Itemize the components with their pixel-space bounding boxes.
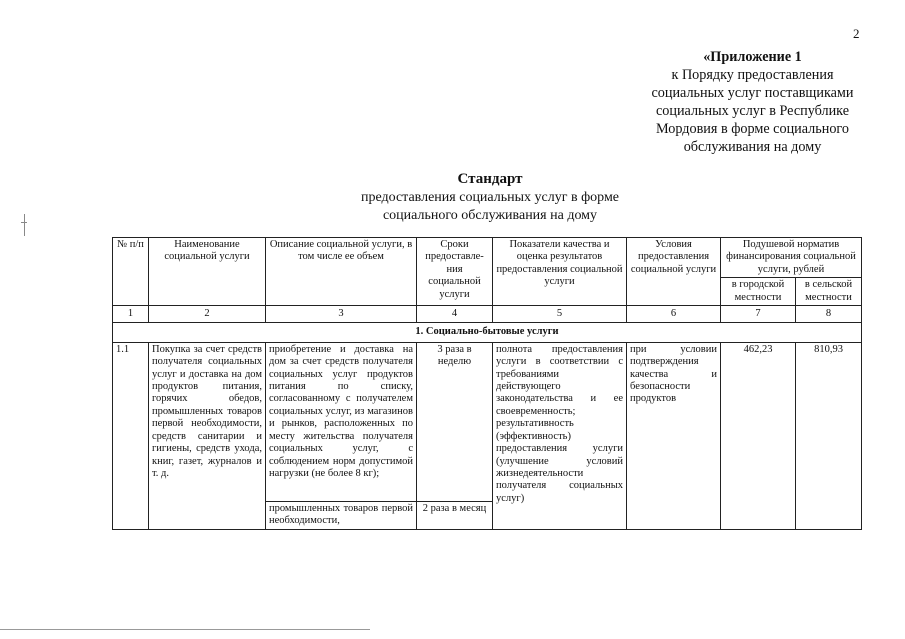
column-number: 7 [721, 306, 796, 323]
appendix-title: «Приложение 1 [703, 49, 802, 65]
appendix-line: Мордовия в форме социального [656, 121, 849, 137]
row-number: 1.1 [113, 342, 149, 529]
margin-mark [21, 222, 27, 223]
column-number: 5 [493, 306, 627, 323]
service-term: 3 раза в неделю [417, 342, 493, 501]
service-name: Покупка за счет средств получателя социальных услуг и доставка на дом продуктов питания, горячих обедов, промышленных товаров первой необходимости, средств санитарии и гигиены, средств ухода, книг, газет, журналов и т. д. [149, 342, 266, 529]
appendix-line: социальных услуг поставщиками [651, 85, 854, 101]
header-urban: в городской местности [721, 278, 796, 306]
column-numbers-row [113, 306, 862, 323]
header-row [113, 238, 862, 278]
appendix-header [640, 48, 865, 156]
column-number: 2 [149, 306, 266, 323]
page-number: 2 [853, 26, 860, 41]
appendix-line: обслуживания на дому [683, 139, 822, 155]
header-terms: Сроки предоставле-ния социальной услуги [417, 238, 493, 306]
header-description: Описание социальной услуги, в том числе ее объем [266, 238, 417, 306]
column-number: 6 [627, 306, 721, 323]
standard-subtitle: предоставления социальных услуг в форме [360, 190, 620, 205]
header-rural: в сельской местности [796, 278, 862, 306]
section-row [113, 323, 862, 342]
urban-cost: 462,23 [721, 342, 796, 529]
service-description: приобретение и доставка на дом за счет средств получателя социальных услуг продуктов питания по списку, согласованному с получателем социальных услуг, из магазинов и рынков, расположенных по месту жительства получателя социальных услуг, с соблюдением норм допустимой нагрузки (не более 8 кг); [266, 342, 417, 501]
service-conditions: при условии подтверждения качества и безопасности продуктов [627, 342, 721, 529]
header-financing: Подушевой норматив финансирования социальной услуги, рублей [721, 238, 862, 278]
margin-mark [24, 214, 25, 236]
column-number: 8 [796, 306, 862, 323]
appendix-line: к Порядку предоставления [671, 67, 834, 83]
table-row [113, 342, 862, 501]
header-quality: Показатели качества и оценка результатов предоставления социальной услуги [493, 238, 627, 306]
standard-title: Стандарт [457, 171, 523, 187]
appendix-line: социальных услуг в Республике [655, 103, 849, 119]
standard-subtitle: социального обслуживания на дому [382, 208, 598, 223]
header-service-name: Наименование социальной услуги [149, 238, 266, 306]
scan-edge-line [0, 629, 370, 630]
section-title: 1. Социально-бытовые услуги [113, 323, 862, 342]
column-number: 3 [266, 306, 417, 323]
column-number: 1 [113, 306, 149, 323]
column-number: 4 [417, 306, 493, 323]
header-conditions: Условия предоставления социальной услуги [627, 238, 721, 306]
rural-cost: 810,93 [796, 342, 862, 529]
header-number: № п/п [113, 238, 149, 306]
standard-table [112, 237, 862, 530]
standard-heading [300, 170, 680, 225]
service-description: промышленных товаров первой необходимости, [266, 501, 417, 529]
quality-indicators: полнота предоставления услуги в соответствии с требованиями действующего законодательства и ее своевременность; результативность (эффективность) предоставления услуги (улучшение условий жизнедеятельности получателя социальных услуг) [493, 342, 627, 529]
service-term: 2 раза в месяц [417, 501, 493, 529]
